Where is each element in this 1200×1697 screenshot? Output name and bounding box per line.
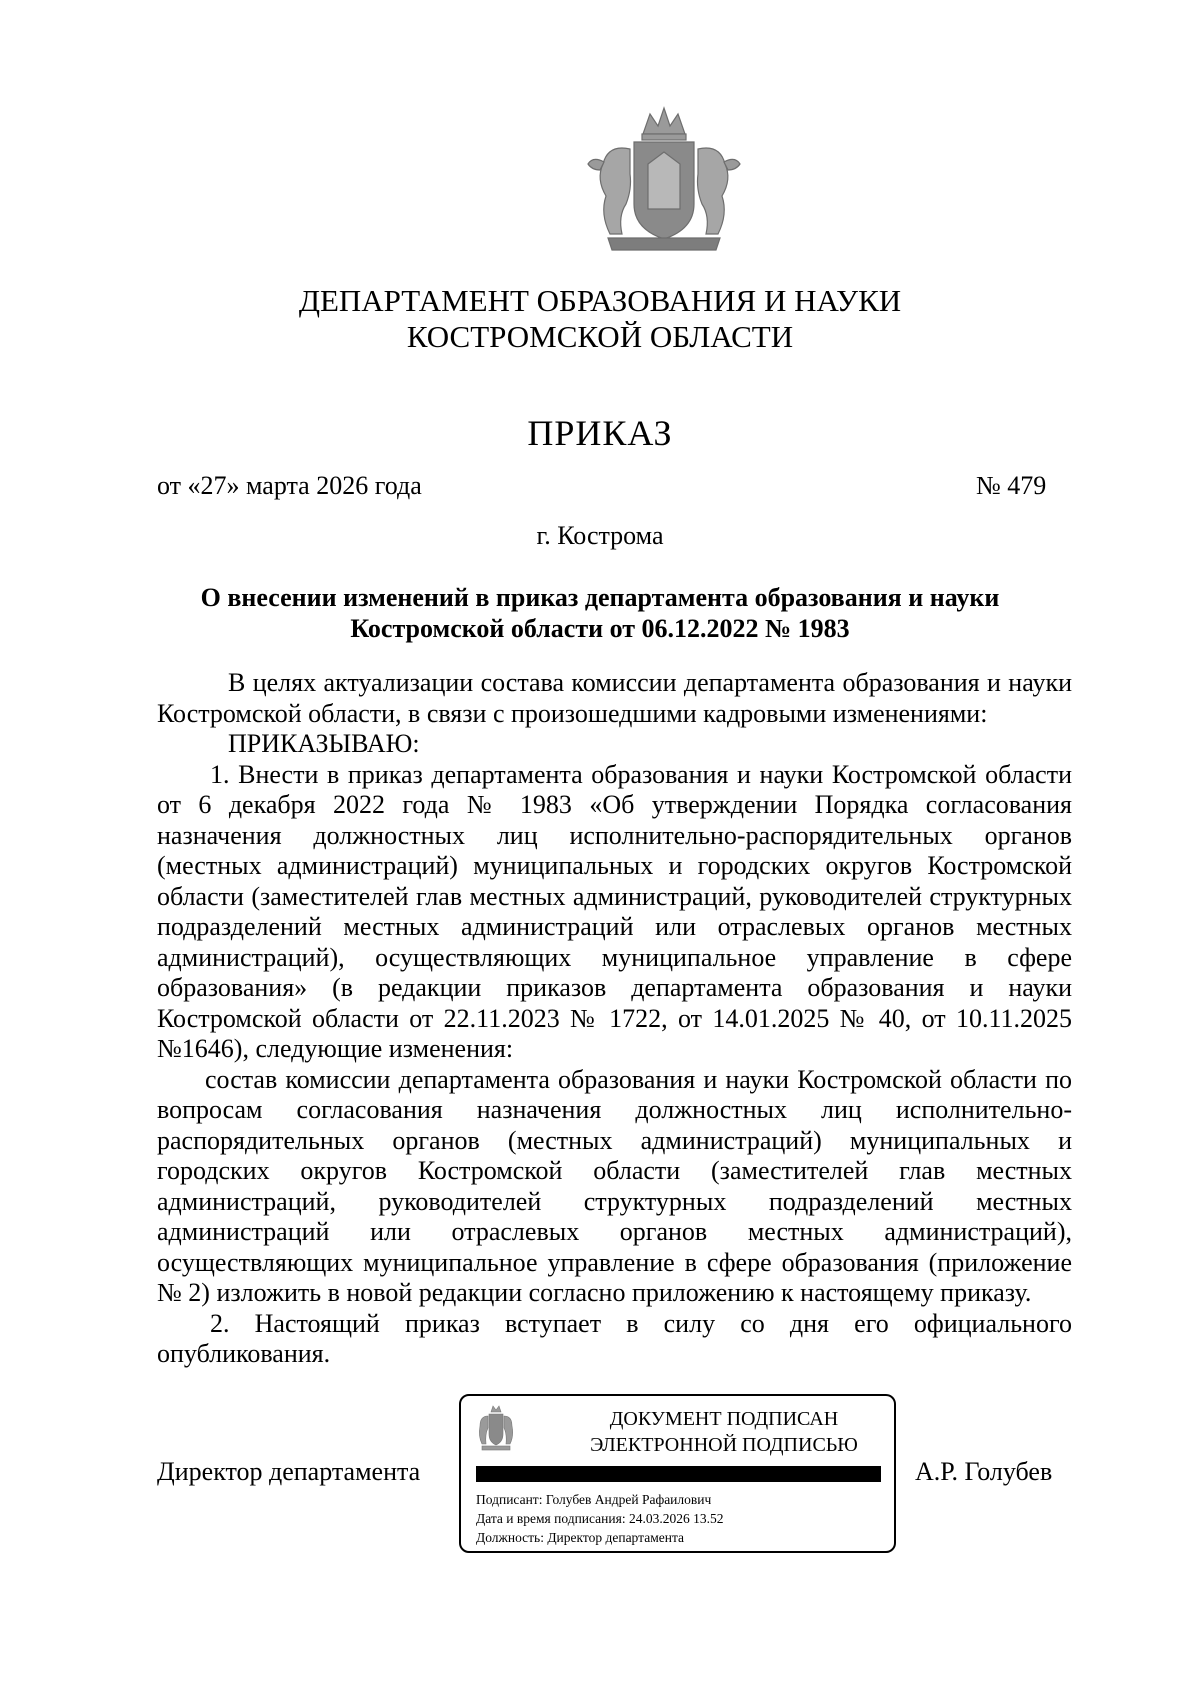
organization-name-line2: КОСТРОМСКОЙ ОБЛАСТИ	[406, 319, 794, 354]
heading-line1: О внесении изменений в приказ департамента образования и науки	[200, 583, 1000, 612]
stamp-role: Должность: Директор департамента	[476, 1530, 685, 1545]
order-word: ПРИКАЗЫВАЮ:	[228, 729, 420, 758]
signature-position: Директор департамента	[157, 1457, 421, 1486]
preamble-paragraph: В целях актуализации состава комиссии департамента образования и науки Костромской области, в связи с произошедшими кадровыми изменениями:	[157, 668, 1072, 728]
item-1-paragraph: 1. Внести в приказ департамента образования и науки Костромской области от 6 декабря 2022 года № 1983 «Об утверждении Порядка согласования назначения должностных лиц исполнительно-распорядительных органов (местных администраций) муниципальных и городских округов Костромской области (заместителей глав местных администраций, руководителей структурных подразделений местных администраций или отраслевых органов местных администраций), осуществляющих муниципальное управление в сфере образования» (в редакции приказов департамента образования и науки Костромской области от 22.11.2023 № 1722, от 14.01.2025 № 40, от 10.11.2025 №1646), следующие изменения:	[157, 759, 1072, 1063]
heading-line2: Костромской области от 06.12.2022 № 1983	[350, 614, 850, 643]
stamp-redaction-bar	[476, 1466, 881, 1482]
item-1-change-paragraph: состав комиссии департамента образования и науки Костромской области по вопросам согласования назначения должностных лиц исполнительно-распорядительных органов (местных администраций) муниципальных и городских округов Костромской области (заместителей глав местных администраций, руководителей структурных подразделений местных администраций или отраслевых органов местных администраций), осуществляющих муниципальное управление в сфере образования (приложение № 2) изложить в новой редакции согласно приложению к настоящему приказу.	[157, 1064, 1072, 1307]
coat-of-arms-icon	[538, 104, 790, 254]
stamp-signer: Подписант: Голубев Андрей Рафаилович	[476, 1492, 712, 1507]
electronic-signature-stamp	[459, 1394, 896, 1553]
stamp-title	[569, 1406, 879, 1458]
stamp-title-line1: ДОКУМЕНТ ПОДПИСАН	[609, 1408, 839, 1430]
document-heading	[150, 582, 1050, 644]
stamp-coat-of-arms-icon	[476, 1404, 516, 1454]
item-2-paragraph: 2. Настоящий приказ вступает в силу со дня его официального опубликования.	[157, 1308, 1072, 1368]
stamp-info	[476, 1490, 886, 1547]
document-number: № 479	[976, 471, 1047, 500]
organization-name-line1: ДЕПАРТАМЕНТ ОБРАЗОВАНИЯ И НАУКИ	[298, 283, 902, 318]
document-city: г. Кострома	[536, 521, 664, 550]
document-body	[157, 668, 1072, 1370]
document-date: от «27» марта 2026 года	[157, 471, 422, 500]
stamp-datetime: Дата и время подписания: 24.03.2026 13.52	[476, 1511, 724, 1526]
stamp-title-line2: ЭЛЕКТРОННОЙ ПОДПИСЬЮ	[590, 1434, 858, 1456]
document-type-title: ПРИКАЗ	[527, 413, 673, 453]
signature-name: А.Р. Голубев	[915, 1457, 1053, 1486]
